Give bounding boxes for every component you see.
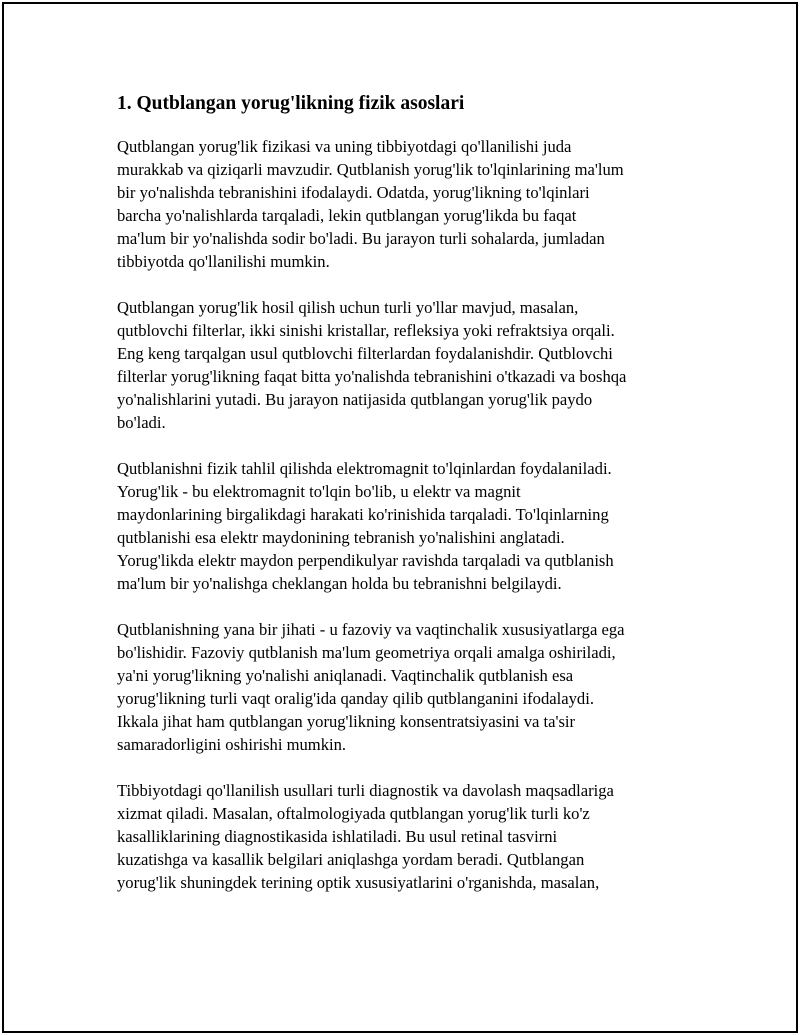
text-line: Yorug'lik - bu elektromagnit to'lqin bo'lib, u elektr va magnit xyxy=(117,481,521,501)
text-line: kasalliklarining diagnostikasida ishlatiladi. Bu usul retinal tasvirni xyxy=(117,826,558,846)
text-line: Ikkala jihat ham qutblangan yorug'likning konsentratsiyasini va ta'sir xyxy=(117,711,576,731)
paragraph xyxy=(117,458,683,595)
text-line: qutblovchi filterlar, ikki sinishi kristallar, refleksiya yoki refraktsiya orqali. xyxy=(117,320,615,340)
text-line: Qutblangan yorug'lik fizikasi va uning tibbiyotdagi qo'llanilishi juda xyxy=(117,137,572,156)
paragraph xyxy=(117,297,683,434)
text-line: Yorug'likda elektr maydon perpendikulyar ravishda tarqaladi va qutblanish xyxy=(117,550,614,570)
text-line: bo'ladi. xyxy=(117,412,166,432)
paragraph xyxy=(117,780,683,895)
text-line: xizmat qiladi. Masalan, oftalmologiyada qutblangan yorug'lik turli ko'z xyxy=(117,804,590,824)
text-line: yorug'likning turli vaqt oralig'ida qanday qilib qutblanganini ifodalaydi. xyxy=(117,688,594,708)
document-body xyxy=(117,92,683,918)
paragraph xyxy=(117,136,683,273)
text-line: kuzatishga va kasallik belgilari aniqlashga yordam beradi. Qutblangan xyxy=(117,849,585,869)
text-line: Tibbiyotdagi qo'llanilish usullari turli diagnostik va davolash maqsadlariga xyxy=(117,781,614,801)
text-line: Qutblanishning yana bir jihati - u fazoviy va vaqtinchalik xususiyatlarga ega xyxy=(117,620,625,640)
text-line: Qutblanishni fizik tahlil qilishda elektromagnit to'lqinlardan foydalaniladi. xyxy=(117,459,612,479)
text-line: tibbiyotda qo'llanilishi mumkin. xyxy=(117,251,330,271)
text-line: yo'nalishlarini yutadi. Bu jarayon natijasida qutblangan yorug'lik paydo xyxy=(117,389,593,409)
text-line: samaradorligini oshirishi mumkin. xyxy=(117,734,347,754)
text-line: bo'lishidir. Fazoviy qutblanish ma'lum geometriya orqali amalga oshiriladi, xyxy=(117,643,616,662)
text-line: bir yo'nalishda tebranishini ifodalaydi. Odatda, yorug'likning to'lqinlari xyxy=(117,182,590,202)
text-line: maydonlarining birgalikdagi harakati ko'rinishida tarqaladi. To'lqinlarning xyxy=(117,504,609,524)
text-line: yorug'lik shuningdek terining optik xususiyatlarini o'rganishda, masalan, xyxy=(117,872,600,892)
text-line: ma'lum bir yo'nalishga cheklangan holda bu tebranishni belgilaydi. xyxy=(117,573,562,593)
paragraph xyxy=(117,619,683,756)
text-line: barcha yo'nalishlarda tarqaladi, lekin qutblangan yorug'likda bu faqat xyxy=(117,205,577,225)
text-line: Eng keng tarqalgan usul qutblovchi filterlardan foydalanishdir. Qutblovchi xyxy=(117,343,613,363)
text-line: qutblanishi esa elektr maydonining tebranish yo'nalishini anglatadi. xyxy=(117,527,565,547)
text-line: ma'lum bir yo'nalishda sodir bo'ladi. Bu jarayon turli sohalarda, jumladan xyxy=(117,228,605,248)
text-line: filterlar yorug'likning faqat bitta yo'nalishda tebranishini o'tkazadi va boshqa xyxy=(117,366,627,386)
text-line: ya'ni yorug'likning yo'nalishi aniqlanadi. Vaqtinchalik qutblanish esa xyxy=(117,665,574,685)
section-heading: 1. Qutblangan yorug'likning fizik asoslari xyxy=(117,93,465,114)
text-line: murakkab va qiziqarli mavzudir. Qutblanish yorug'lik to'lqinlarining ma'lum xyxy=(117,159,624,179)
text-line: Qutblangan yorug'lik hosil qilish uchun turli yo'llar mavjud, masalan, xyxy=(117,298,579,318)
